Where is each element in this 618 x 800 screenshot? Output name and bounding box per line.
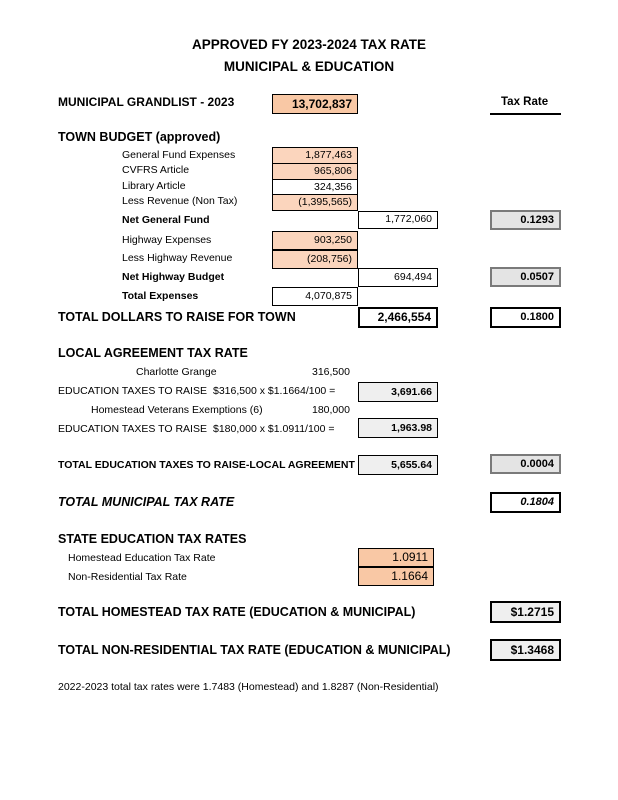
total-town-total: 2,466,554: [358, 307, 438, 328]
less-highway-revenue-value: (208,756): [272, 250, 358, 269]
total-municipal-label: TOTAL MUNICIPAL TAX RATE: [58, 495, 235, 509]
total-local-value: 5,655.64: [358, 455, 438, 475]
grandlist-value: 13,702,837: [272, 94, 358, 114]
net-highway-budget-rate: 0.0507: [490, 267, 561, 287]
edu-taxes-1-label: EDUCATION TAXES TO RAISE: [58, 385, 207, 397]
total-expenses-value: 4,070,875: [272, 287, 358, 306]
total-homestead-rate: $1.2715: [490, 601, 561, 623]
grandlist-label: MUNICIPAL GRANDLIST - 2023: [58, 95, 235, 109]
tax-rate-header: Tax Rate: [501, 96, 549, 108]
net-highway-budget-total: 694,494: [358, 268, 438, 287]
footnote: 2022-2023 total tax rates were 1.7483 (Homestead) and 1.8287 (Non-Residential): [58, 681, 439, 693]
edu-taxes-1-formula: $316,500 x $1.1664/100 =: [213, 385, 336, 397]
cvfrs-article-value: 965,806: [272, 163, 358, 180]
edu-taxes-1-value: 3,691.66: [358, 382, 438, 402]
total-local-rate: 0.0004: [490, 454, 561, 474]
library-article-label: Library Article: [122, 180, 186, 192]
title-line-1: APPROVED FY 2023-2024 TAX RATE: [191, 37, 427, 52]
non-residential-label: Non-Residential Tax Rate: [68, 571, 187, 583]
highway-expenses-label: Highway Expenses: [122, 234, 212, 246]
homestead-veterans-label: Homestead Veterans Exemptions (6): [91, 404, 263, 416]
town-budget-heading: TOWN BUDGET (approved): [58, 130, 221, 144]
total-town-label: TOTAL DOLLARS TO RAISE FOR TOWN: [58, 310, 296, 324]
total-local-label: TOTAL EDUCATION TAXES TO RAISE-LOCAL AGREEMENT: [58, 459, 355, 471]
total-non-residential-label: TOTAL NON-RESIDENTIAL TAX RATE (EDUCATION & MUNICIPAL): [58, 643, 451, 657]
local-agreement-heading: LOCAL AGREEMENT TAX RATE: [58, 346, 248, 360]
charlotte-grange-value: 316,500: [312, 366, 350, 378]
general-fund-expenses-label: General Fund Expenses: [122, 149, 236, 161]
less-revenue-label: Less Revenue (Non Tax): [122, 195, 238, 207]
charlotte-grange-label: Charlotte Grange: [136, 366, 217, 378]
edu-taxes-2-label: EDUCATION TAXES TO RAISE: [58, 423, 207, 435]
homestead-education-value: 1.0911: [358, 548, 434, 567]
state-education-heading: STATE EDUCATION TAX RATES: [58, 532, 247, 546]
net-general-fund-rate: 0.1293: [490, 210, 561, 230]
edu-taxes-2-value: 1,963.98: [358, 418, 438, 438]
homestead-veterans-value: 180,000: [312, 404, 350, 416]
less-highway-revenue-label: Less Highway Revenue: [122, 252, 233, 264]
homestead-education-label: Homestead Education Tax Rate: [68, 552, 216, 564]
edu-taxes-2-formula: $180,000 x $1.0911/100 =: [213, 423, 335, 435]
total-homestead-label: TOTAL HOMESTEAD TAX RATE (EDUCATION & MUNICIPAL): [58, 605, 416, 619]
total-non-residential-rate: $1.3468: [490, 639, 561, 661]
total-municipal-rate: 0.1804: [490, 492, 561, 513]
non-residential-value: 1.1664: [358, 567, 434, 586]
title-line-2: MUNICIPAL & EDUCATION: [223, 59, 395, 74]
total-expenses-label: Total Expenses: [122, 290, 199, 302]
tax-rate-header-underline: [490, 113, 561, 115]
cvfrs-article-label: CVFRS Article: [122, 164, 190, 176]
net-general-fund-total: 1,772,060: [358, 211, 438, 229]
general-fund-expenses-value: 1,877,463: [272, 147, 358, 164]
highway-expenses-value: 903,250: [272, 231, 358, 250]
net-highway-budget-label: Net Highway Budget: [122, 271, 225, 283]
library-article-value: 324,356: [272, 179, 358, 196]
less-revenue-value: (1,395,565): [272, 194, 358, 211]
net-general-fund-label: Net General Fund: [122, 214, 210, 226]
total-town-rate: 0.1800: [490, 307, 561, 328]
